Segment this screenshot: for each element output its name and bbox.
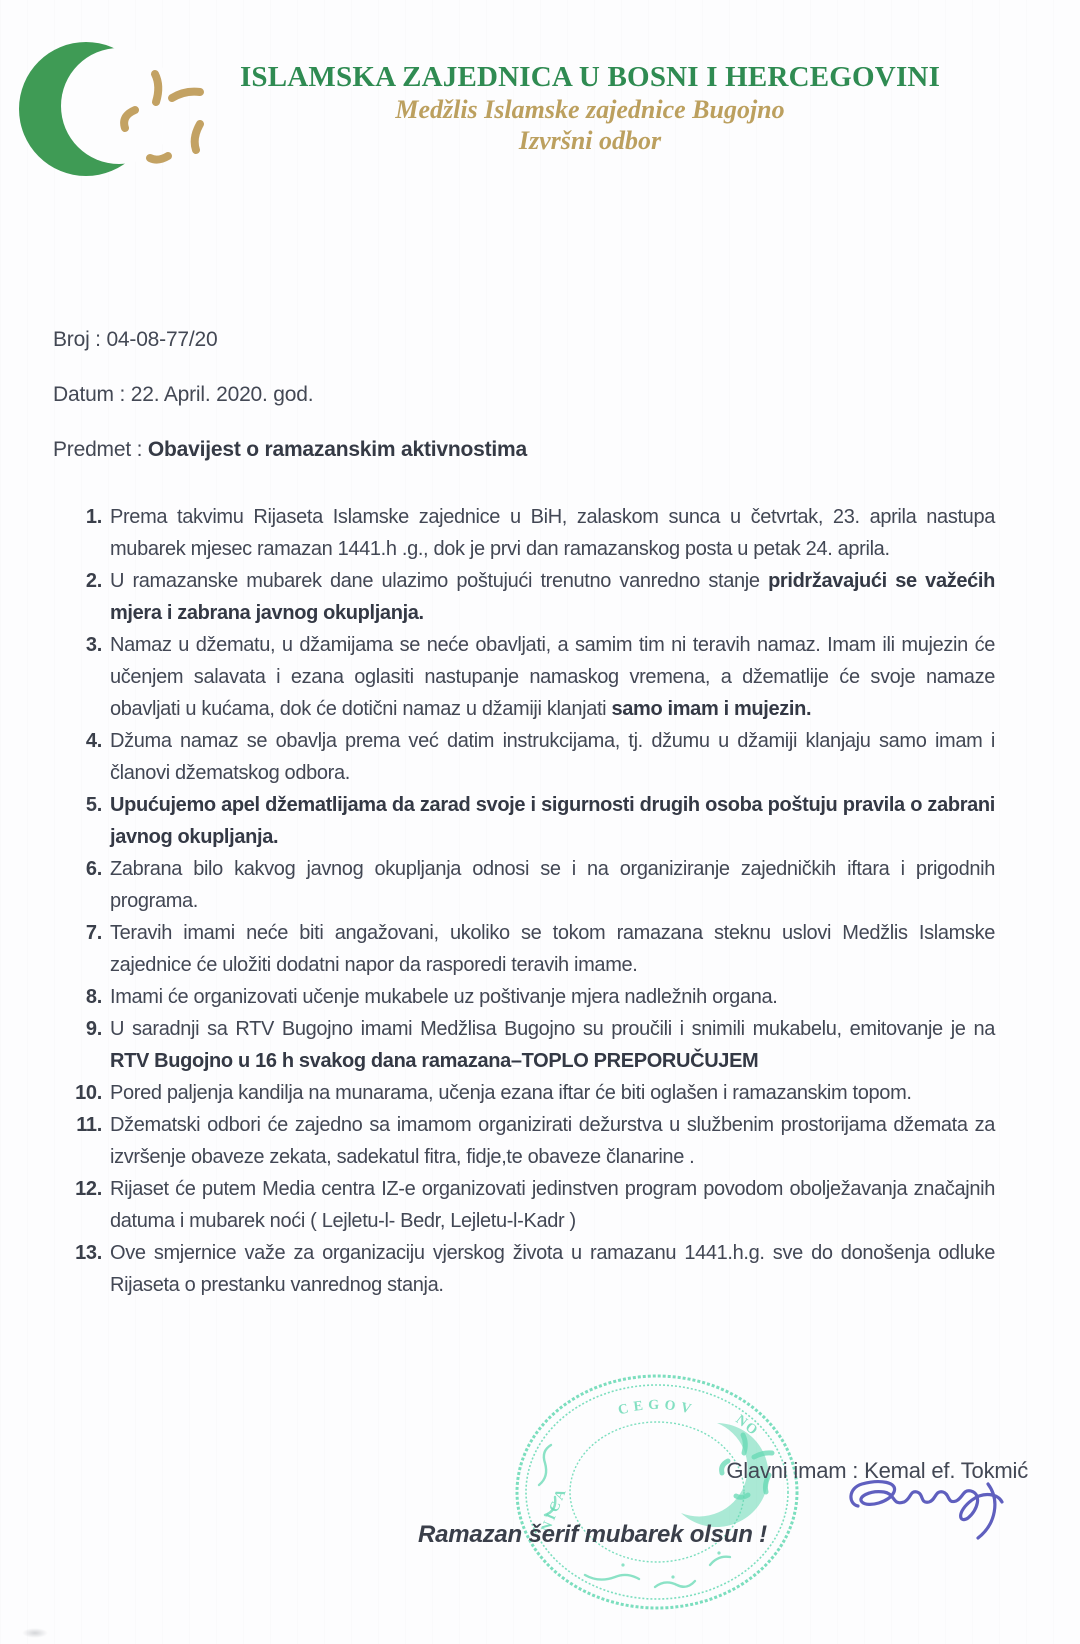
doc-date-value: 22. April. 2020. god. [130,383,314,406]
item-text: Zabrana bilo kakvog javnog okupljanja odnosi se i na organiziranje zajedničkih iftara i prigodnih programa. [110,858,995,912]
crescent-star-logo [16,36,226,192]
item-text: U ramazanske mubarek dane ulazimo poštujući trenutno vanredno stanje pridržavajući se važećih mjera i zabrana javnog okupljanja. [110,570,995,624]
doc-date-line [53,383,313,407]
item-number: 5. [85,794,102,816]
item-number: 3. [85,634,102,656]
item-number: 9. [85,1018,102,1040]
list-item [53,1173,995,1237]
list-item [53,565,995,629]
stamp-text-right: NO [732,1412,762,1440]
official-stamp [505,1365,809,1619]
item-number: 11. [76,1114,102,1136]
list-item [53,789,995,853]
item-text: U saradnji sa RTV Bugojno imami Medžlisa Bugojno su proučili i snimili mukabelu, emitovanje je na RTV Bugojno u 16 h svakog dana ramazana–TOPLO PREPORUČUJEM [110,1018,995,1072]
list-item [53,501,995,565]
scan-artifact [22,1628,48,1638]
item-number: 10. [75,1082,102,1104]
doc-number-value: 04-08-77/20 [106,328,218,351]
item-text: Džematski odbori će zajedno sa imamom organizirati dežurstva u službenim prostorijama džemata za izvršenje obaveze zekata, sadekatul fitra, fidje,te obaveze članarine . [110,1114,995,1168]
item-text: Imami će organizovati učenje mukabele uz poštivanje mjera nadležnih organa. [110,986,778,1008]
list-item [53,725,995,789]
item-number: 7. [85,922,102,944]
item-number: 13. [75,1242,102,1264]
closing-line: Ramazan šerif mubarek olsun ! [418,1521,767,1548]
item-text: Rijaset će putem Media centra IZ-e organizovati jedinstven program povodom obolježavanja značajnih datuma i mubarek noći ( Lejletu-l- Bedr, Lejletu-l-Kadr ) [110,1178,995,1232]
item-text: Džuma namaz se obavlja prema već datim instrukcijama, tj. džumu u džamiji klanjaju samo imam i članovi džematskog odbora. [110,730,995,784]
item-number: 8. [85,986,102,1008]
item-number: 12. [75,1178,102,1200]
item-text: Upućujemo apel džematlijama da zarad svoje i sigurnosti drugih osoba poštuju pravila o zabrani javnog okupljanja. [110,794,995,848]
item-number: 4. [85,730,102,752]
list-item [53,1237,995,1301]
doc-subject-value: Obavijest o ramazanskim aktivnostima [147,438,528,461]
items-list [53,501,995,1301]
signer-line: Glavni imam : Kemal ef. Tokmić [726,1458,1028,1483]
stamp-text-top: CEGOV [616,1397,698,1419]
org-medzlis: Medžlis Islamske zajednice Bugojno [395,95,785,124]
item-number: 2. [85,570,102,592]
org-board: Izvršni odbor [518,126,662,155]
item-text: Pored paljenja kandilja na munarama, učenja ezana iftar će biti oglašen i ramazanskim topom. [110,1082,912,1104]
stamp-calligraphy-icon [539,1445,730,1587]
doc-number-label: Broj : [53,328,107,351]
list-item [53,1013,995,1077]
doc-subject-line [53,438,527,462]
list-item [53,917,995,981]
list-item [53,853,995,917]
doc-date-label: Datum : [53,383,131,406]
item-text: Ove smjernice važe za organizaciju vjerskog života u ramazanu 1441.h.g. sve do donošenja odluke Rijaseta o prestanku vanrednog stanja. [110,1242,995,1296]
item-text: Teravih imami neće biti angažovani, ukoliko se tokom ramazana steknu uslovi Medžlis Islamske zajednice će uložiti dodatni napor da rasporedi teravih imame. [110,922,995,976]
doc-subject-label: Predmet : [53,438,148,461]
list-item [53,1077,995,1109]
list-item [53,981,995,1013]
item-number: 1. [85,506,102,528]
doc-number-line [53,328,218,352]
stamp-text-left: NICA [538,1484,571,1535]
item-text: Namaz u džematu, u džamijama se neće obavljati, a samim tim ni teravih namaz. Imam ili mujezin će učenjem salavata i ezana oglasiti nastupanje namaskog vremena, a džematlije će svoje namaze obavljati u kućama, dok će dotični namaz u džamiji klanjati samo imam i mujezin. [110,634,995,720]
org-name: ISLAMSKA ZAJEDNICA U BOSNI I HERCEGOVINI [239,61,941,93]
item-text: Prema takvimu Rijaseta Islamske zajednice u BiH, zalaskom sunca u četvrtak, 23. aprila nastupa mubarek mjesec ramazan 1441.h .g., dok je prvi dan ramazanskog posta u petak 24. aprila. [110,506,995,560]
item-number: 6. [85,858,102,880]
list-item [53,1109,995,1173]
list-item [53,629,995,725]
handwritten-signature [840,1466,1040,1546]
letterhead [200,60,980,156]
